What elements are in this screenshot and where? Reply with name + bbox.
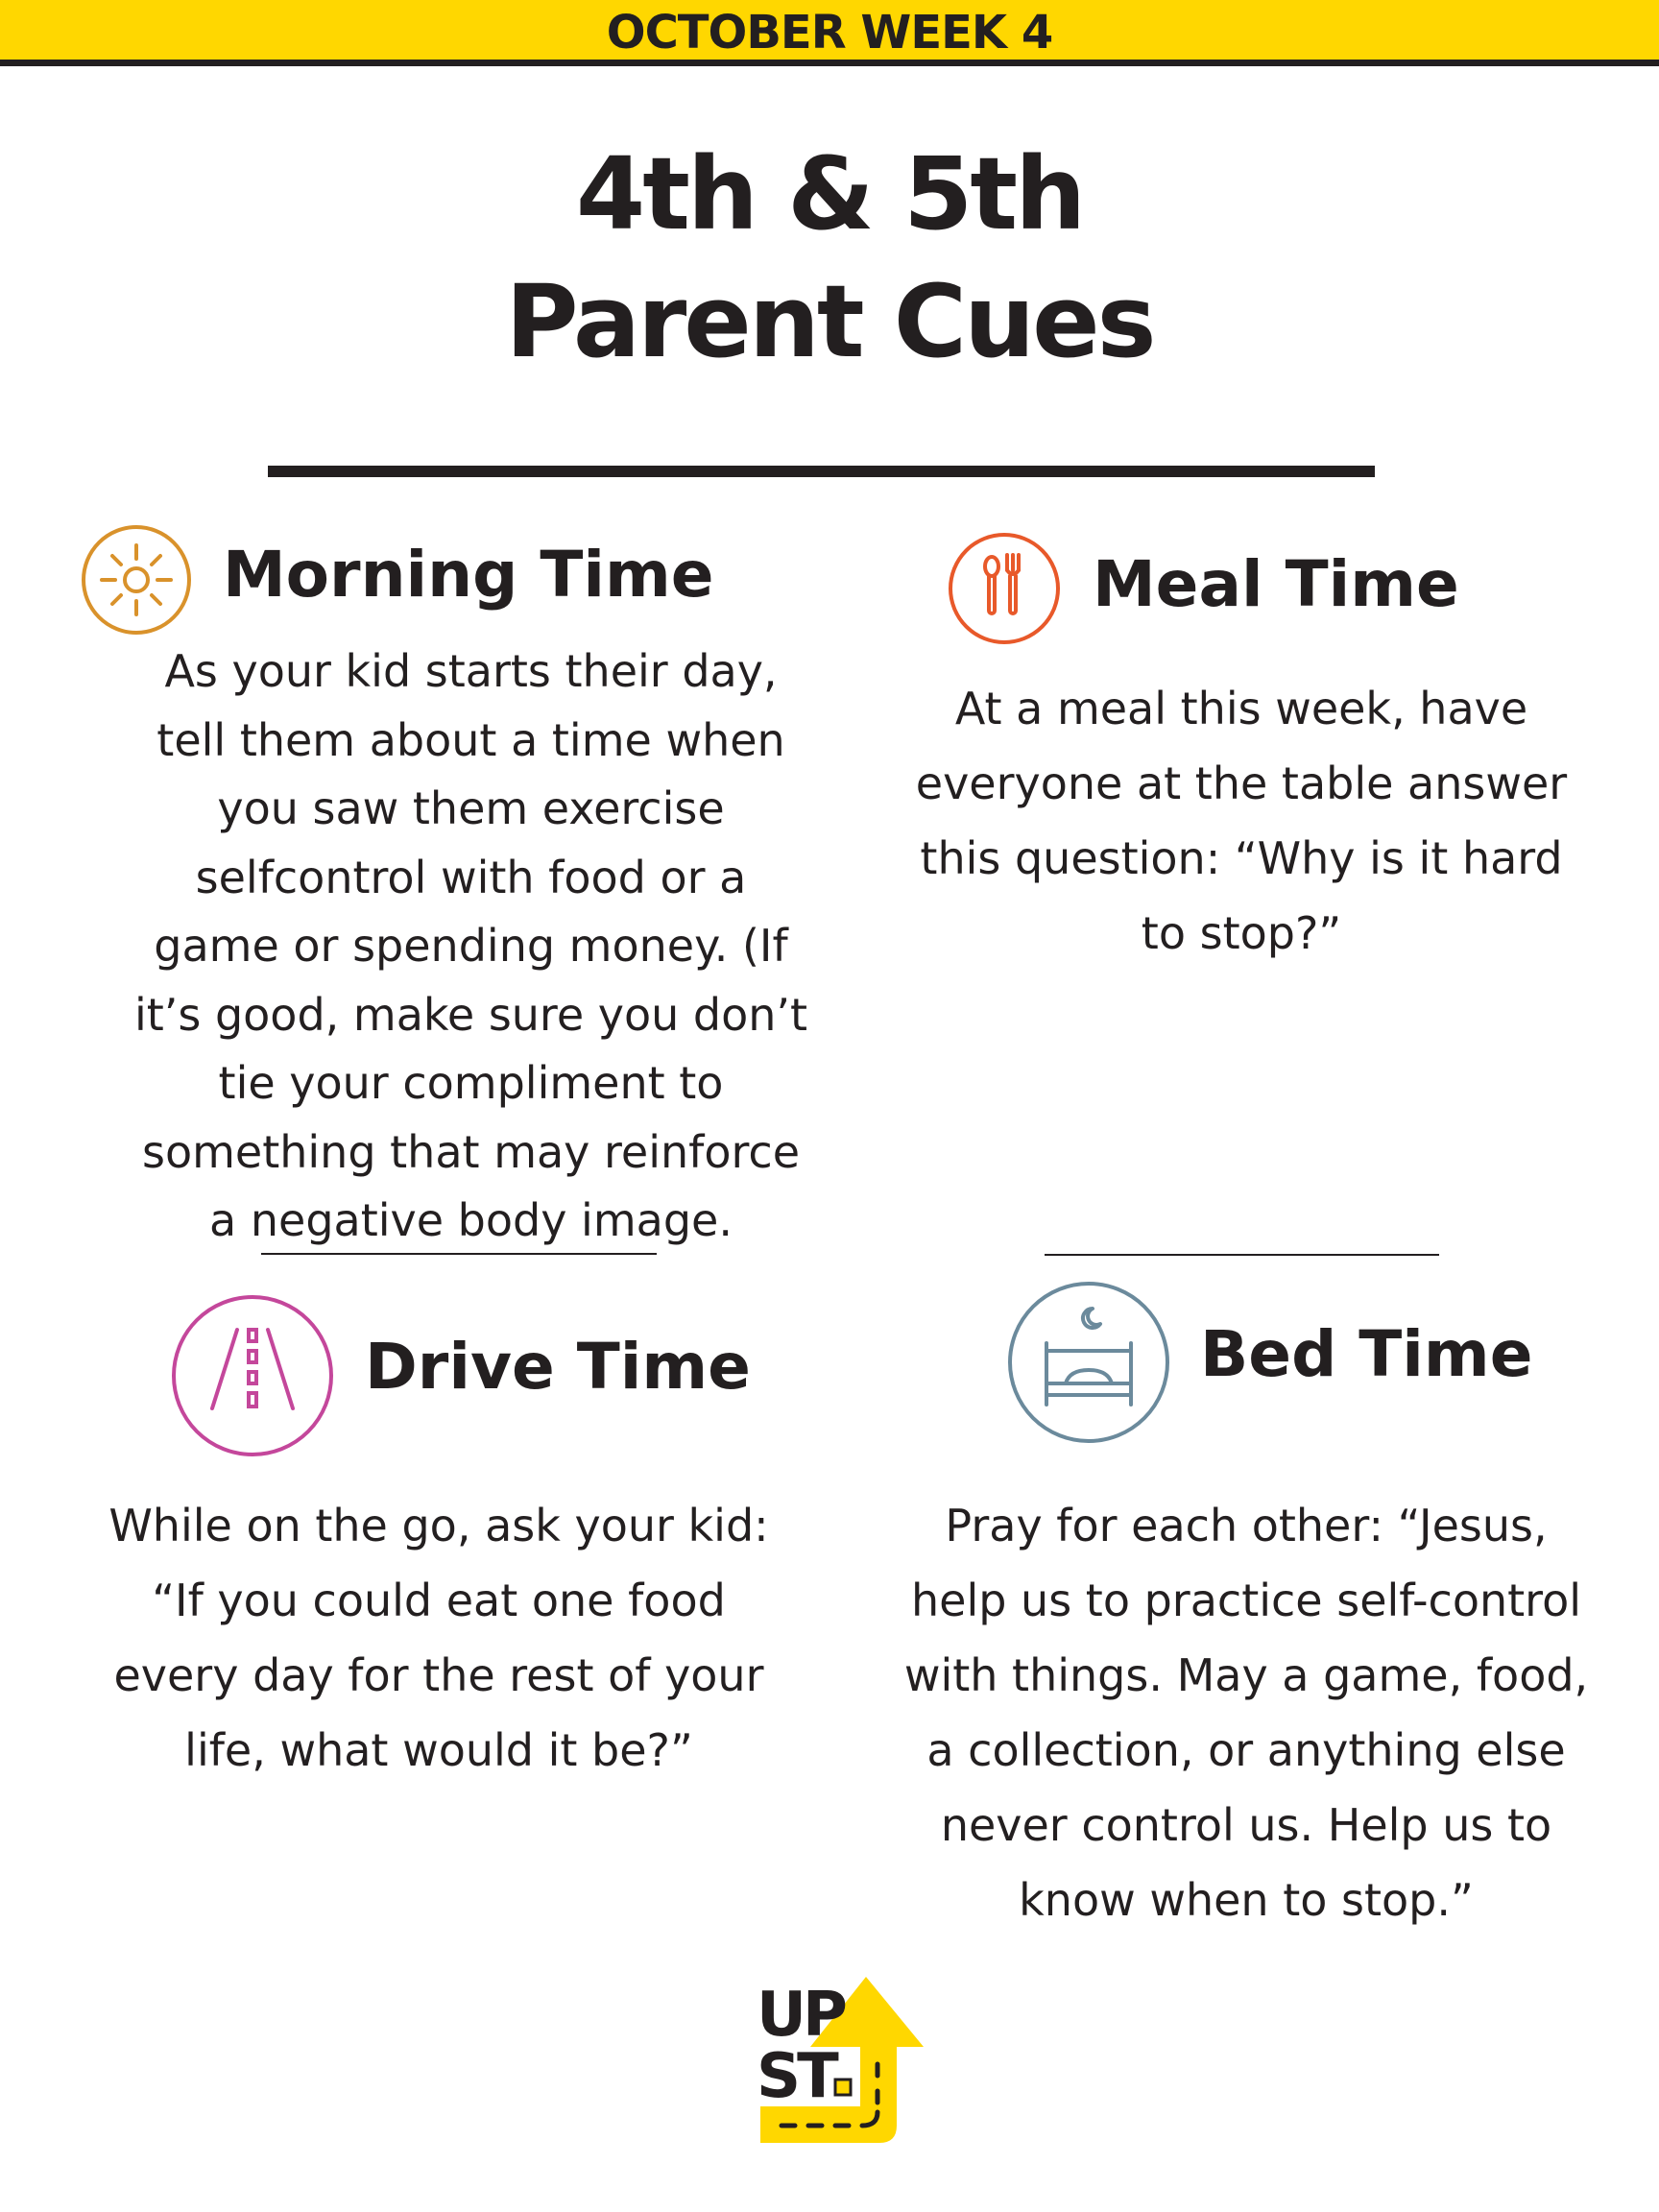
bed-heading: Bed Time: [1200, 1317, 1533, 1391]
bed-body: Pray for each other: “Jesus, help us to practice self-control with things. May a game, food, a collection, or anything else never control us. Help us to know when to stop.”: [903, 1500, 1589, 1926]
svg-text:UP: UP: [757, 1980, 844, 2051]
meal-heading: Meal Time: [1093, 547, 1459, 621]
upst-logo: [753, 1972, 926, 2147]
morning-body: As your kid starts their day, tell them about a time when you saw them exercise selfcontrol with food or a game or spending money. (If it’s good, make sure you don’t tie your compliment to something that may reinforce a negative body image.: [133, 645, 808, 1246]
morning-heading: Morning Time: [223, 538, 714, 612]
road-icon: [170, 1293, 335, 1458]
top-banner: [0, 0, 1659, 66]
svg-text:ST: ST: [757, 2041, 835, 2112]
sun-icon: [79, 522, 194, 637]
title-rule: [268, 466, 1375, 477]
bed-icon: [1006, 1280, 1171, 1445]
drive-heading: Drive Time: [365, 1330, 751, 1404]
drive-body: While on the go, ask your kid: “If you could eat one food every day for the rest of your life, what would it be?”: [108, 1500, 769, 1776]
utensils-icon: [946, 530, 1063, 647]
banner-text: OCTOBER WEEK 4: [606, 6, 1053, 60]
morning-divider: [261, 1253, 657, 1255]
meal-divider: [1045, 1254, 1439, 1256]
page-title-line1: 4th & 5th: [575, 135, 1084, 252]
meal-body: At a meal this week, have everyone at the table answer this question: “Why is it hard to stop?”: [915, 683, 1568, 959]
page-title-line2: Parent Cues: [505, 263, 1154, 380]
